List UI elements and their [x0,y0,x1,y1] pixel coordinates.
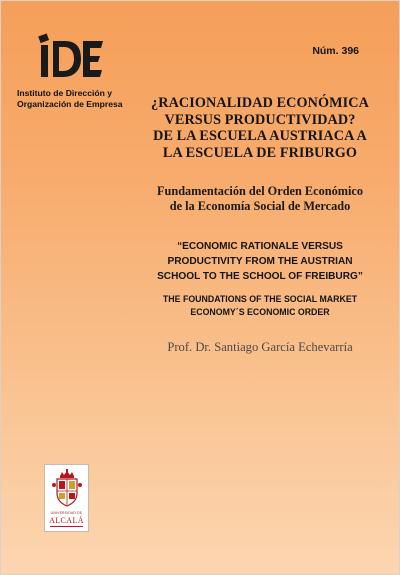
spanish-title-line: DE LA ESCUELA AUSTRIACA A [153,128,367,145]
spanish-title-line: VERSUS PRODUCTIVIDAD? [164,111,356,128]
seal-divider [50,526,83,527]
english-subtitle-line: THE FOUNDATIONS OF THE SOCIAL MARKET [162,294,358,304]
university-crest-icon [51,469,83,507]
spanish-subtitle-line: Fundamentación del Orden Económico [157,184,363,198]
institution-name-line: Organización de Empresa [17,99,123,109]
english-subtitle-line: ECONOMY´S ECONOMIC ORDER [190,307,330,318]
spanish-title-line: ¿RACIONALIDAD ECONÓMICA [151,95,369,111]
ide-logo [37,31,107,81]
spanish-subtitle-line: de la Economía Social de Mercado [169,199,351,213]
seal-small-text: UNIVERSIDAD DE [50,511,83,515]
university-seal [44,464,89,532]
english-title-line: SCHOOL TO THE SCHOOL OF FREIBURG” [157,270,363,282]
english-title [131,240,389,284]
english-title-line: “ECONOMIC RATIONALE VERSUS [177,241,343,252]
author-name: Prof. Dr. Santiago García Echevarría [167,340,353,354]
issue-number: Núm. 396 [312,45,359,57]
seal-university-name: ALCALÁ [49,516,84,525]
institution-name-line: Instituto de Dirección y [17,88,113,98]
spanish-subtitle [131,184,389,214]
spanish-title [131,95,389,161]
english-title-line: PRODUCTIVITY FROM THE AUSTRIAN [167,255,353,267]
institution-name [17,88,129,110]
english-subtitle [131,293,389,320]
spanish-title-line: LA ESCUELA DE FRIBURGO [162,144,358,161]
